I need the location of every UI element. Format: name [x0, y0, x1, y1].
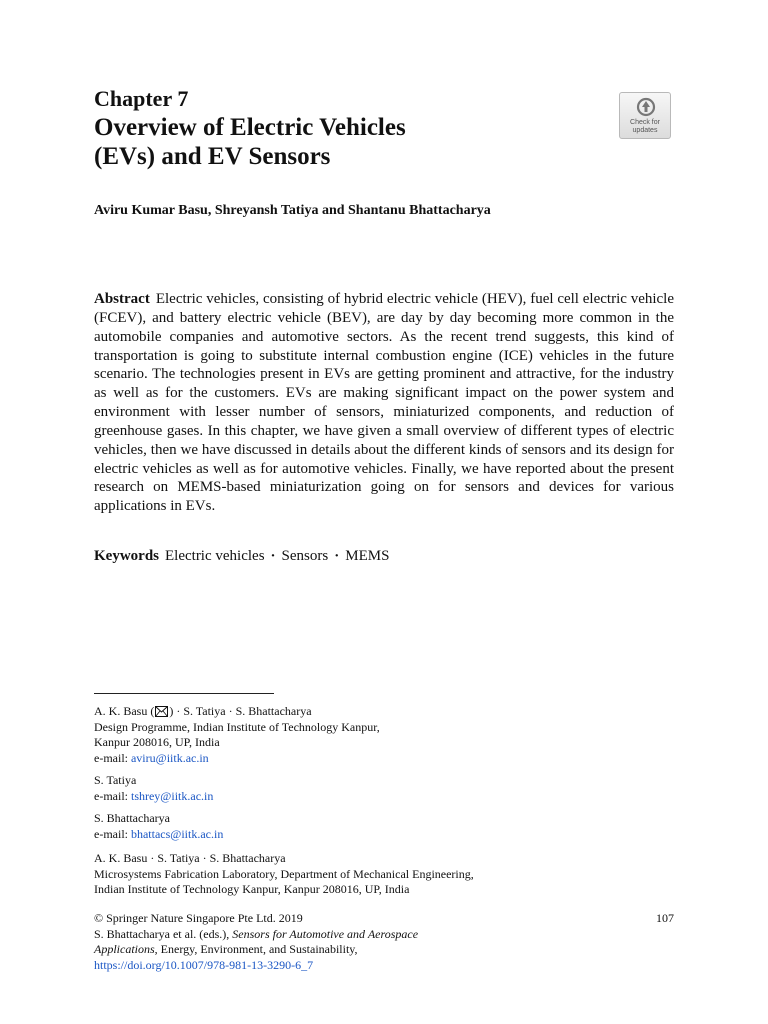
keyword: Sensors: [281, 548, 329, 564]
chapter-title: [94, 113, 574, 171]
doi-link[interactable]: https://doi.org/10.1007/978-981-13-3290-6_7: [94, 957, 314, 972]
book-title: Sensors for Automotive and Aerospace: [232, 926, 419, 941]
email-line: e-mail: aviru@iitk.ac.in: [94, 750, 209, 765]
affiliation-authors: A. K. Basu ( ) · S. Tatiya · S. Bhattacharya: [94, 704, 312, 718]
copyright-block: [94, 911, 674, 973]
keyword: Electric vehicles: [165, 548, 265, 564]
affiliation-line: Design Programme, Indian Institute of Technology Kanpur,: [94, 719, 380, 734]
keyword: MEMS: [345, 548, 390, 564]
affiliation-line: Indian Institute of Technology Kanpur, Kanpur 208016, UP, India: [94, 882, 410, 896]
email-link[interactable]: aviru@iitk.ac.in: [130, 750, 209, 765]
keywords: [94, 547, 674, 566]
email-line: e-mail: tshrey@iitk.ac.in: [94, 788, 214, 803]
affiliation-line: Kanpur 208016, UP, India: [94, 735, 220, 749]
keyword-separator: ·: [334, 548, 340, 564]
affiliation-block: [94, 811, 674, 842]
page-number: 107: [656, 911, 674, 925]
keyword-separator: ·: [270, 548, 276, 564]
badge-label: Check for updates: [630, 119, 660, 134]
chapter-title-line: (EVs) and EV Sensors: [94, 143, 331, 170]
envelope-icon[interactable]: [155, 706, 168, 717]
citation-line: S. Bhattacharya et al. (eds.), Sensors for Automotive and Aerospace: [94, 926, 419, 941]
abstract-label: Abstract: [94, 291, 150, 307]
affiliation-block: [94, 851, 674, 898]
chapter-label: Chapter 7: [94, 86, 189, 111]
affiliation-block: [94, 704, 674, 766]
check-for-updates-icon: [636, 97, 656, 117]
affiliation-block: [94, 773, 674, 804]
book-title: Applications: [94, 942, 155, 956]
footnote-rule: [94, 693, 274, 694]
keywords-label: Keywords: [94, 548, 159, 564]
email-link[interactable]: tshrey@iitk.ac.in: [130, 788, 214, 803]
abstract: [94, 290, 674, 516]
affiliation-authors: A. K. Basu · S. Tatiya · S. Bhattacharya: [94, 851, 286, 865]
affiliation-name: S. Bhattacharya: [94, 811, 170, 825]
check-for-updates-badge[interactable]: [619, 92, 671, 139]
abstract-text: Electric vehicles, consisting of hybrid electric vehicle (HEV), fuel cell electric vehicle (FCEV), and battery electric vehicle (BEV), are day by day becoming more common in the automobile companies and automotive sectors. As the recent trend suggests, this kind of transportation is going to substitute internal combustion engine (ICE) vehicles in the future scenario. The technologies present in EVs are getting prominent and attractive, for the industry as well as for the customers. EVs are making significant impact on the power system and environment with lesser number of sensors, miniaturized components, and reduction of greenhouse gases. In this chapter, we have given a small overview of different types of electric vehicles, then we have discussed in details about the different kinds of sensors and its design for electric vehicles as well as for automotive vehicles. Finally, we have reported about the present research on MEMS-based miniaturization going on for sensors and devices for various applications in EVs.: [94, 291, 674, 515]
authors: Aviru Kumar Basu, Shreyansh Tatiya and Shantanu Bhattacharya: [94, 203, 491, 218]
affiliation-line: Microsystems Fabrication Laboratory, Department of Mechanical Engineering,: [94, 866, 474, 881]
email-line: e-mail: bhattacs@iitk.ac.in: [94, 826, 224, 841]
citation-line: Applications, Energy, Environment, and Sustainability,: [94, 942, 358, 956]
copyright-line: © Springer Nature Singapore Pte Ltd. 2019: [94, 911, 303, 925]
affiliation-name: S. Tatiya: [94, 773, 137, 787]
chapter-title-line: Overview of Electric Vehicles: [94, 114, 406, 141]
email-link[interactable]: bhattacs@iitk.ac.in: [130, 826, 224, 841]
